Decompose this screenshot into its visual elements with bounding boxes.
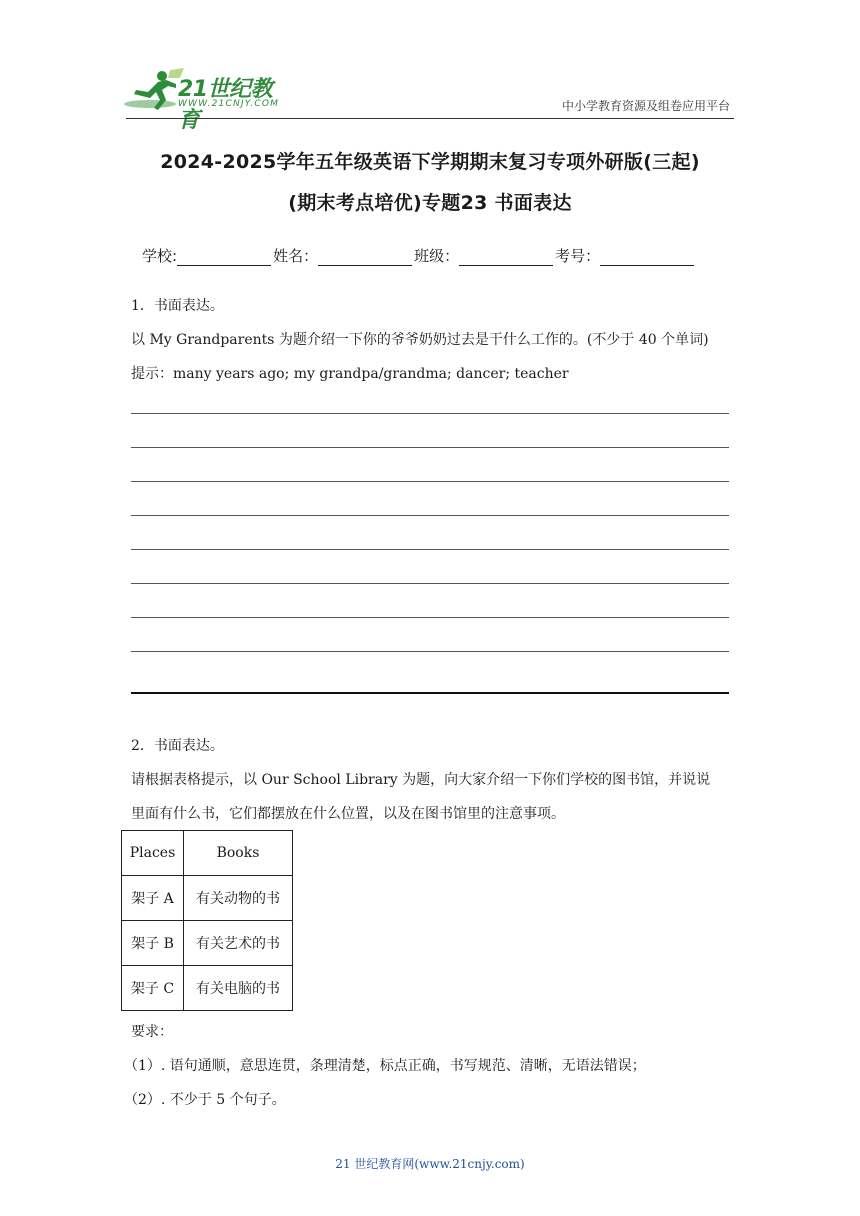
footer-link[interactable]: 21 世纪教育网(www.21cnjy.com) [335, 1157, 525, 1171]
student-info-fields [142, 245, 696, 266]
q1-prompt: 以 My Grandparents 为题介绍一下你的爷爷奶奶过去是干什么工作的。(不少于 40 个单词) [131, 332, 709, 348]
answer-line[interactable] [131, 447, 729, 448]
library-table [121, 830, 293, 1011]
page-subtitle: (期末考点培优)专题23 书面表达 [288, 192, 572, 214]
table-header-cell: Places [122, 831, 184, 876]
platform-text: 中小学教育资源及组卷应用平台 [561, 99, 730, 113]
class-field[interactable]: 班级： [414, 245, 555, 266]
answer-line[interactable] [131, 413, 729, 414]
answer-line[interactable] [131, 549, 729, 550]
table-cell: 有关电脑的书 [184, 966, 293, 1011]
table-header-cell: Books [184, 831, 293, 876]
exam-number-field[interactable]: 考号： [555, 245, 696, 266]
class-blank[interactable] [459, 248, 553, 266]
q1-hint: 提示：many years ago; my grandpa/grandma; dancer; teacher [131, 366, 569, 382]
school-field[interactable]: 学校: [142, 245, 273, 266]
table-cell: 架子 A [122, 876, 184, 921]
table-cell: 有关动物的书 [184, 876, 293, 921]
table-row [122, 966, 293, 1011]
answer-line[interactable] [131, 583, 729, 584]
logo [120, 66, 290, 133]
answer-section-divider [131, 692, 729, 694]
logo-text: 21世纪教育 [178, 77, 273, 133]
q2-requirements-title: 要求： [131, 1024, 173, 1040]
table-row [122, 921, 293, 966]
table-cell: 架子 C [122, 966, 184, 1011]
q2-requirement-2: （2）. 不少于 5 个句子。 [124, 1092, 286, 1108]
name-field[interactable]: 姓名： [273, 245, 414, 266]
table-cell: 架子 B [122, 921, 184, 966]
table-cell: 有关艺术的书 [184, 921, 293, 966]
table-row [122, 876, 293, 921]
q2-prompt-line2: 里面有什么书，它们都摆放在什么位置，以及在图书馆里的注意事项。 [131, 806, 565, 822]
q1-number: 1．书面表达。 [131, 298, 224, 314]
answer-line[interactable] [131, 651, 729, 652]
answer-line[interactable] [131, 481, 729, 482]
exam-number-blank[interactable] [600, 248, 694, 266]
logo-url: WWW.21CNJY.COM [178, 99, 280, 109]
answer-line[interactable] [131, 617, 729, 618]
page-title: 2024-2025学年五年级英语下学期期末复习专项外研版(三起) [160, 151, 700, 173]
header-divider [126, 118, 734, 119]
name-blank[interactable] [318, 248, 412, 266]
school-blank[interactable] [177, 248, 271, 266]
answer-line[interactable] [131, 515, 729, 516]
table-header-row [122, 831, 293, 876]
q2-number: 2．书面表达。 [131, 738, 224, 754]
q2-requirement-1: （1）. 语句通顺，意思连贯，条理清楚，标点正确，书写规范、清晰，无语法错误； [124, 1058, 646, 1074]
q2-prompt-line1: 请根据表格提示，以 Our School Library 为题，向大家介绍一下你们学校的图书馆，并说说 [131, 772, 711, 788]
